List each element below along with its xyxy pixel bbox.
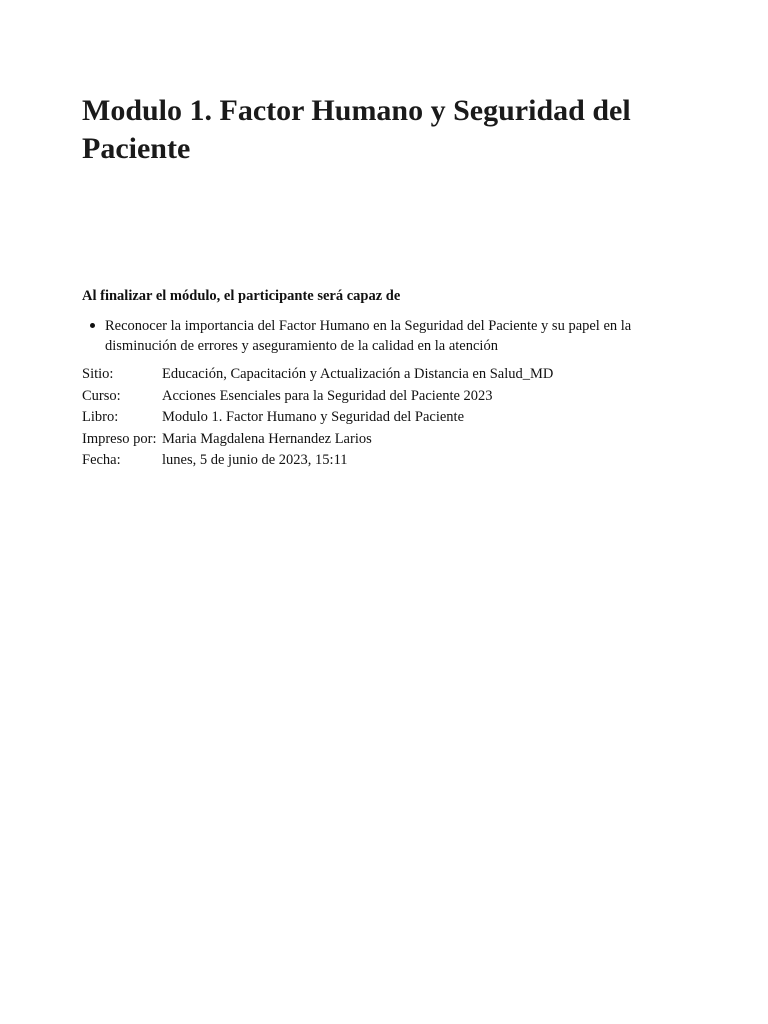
table-row [82,407,553,429]
printed-by-value: Maria Magdalena Hernandez Larios [162,430,372,447]
bullet-icon [90,323,95,328]
table-row [82,450,553,472]
course-value: Acciones Esenciales para la Seguridad del Paciente 2023 [162,387,493,404]
table-row [82,386,553,408]
objectives-intro: Al finalizar el módulo, el participante será capaz de [82,288,401,304]
book-label: Libro: [82,409,119,426]
objectives-list [82,316,685,356]
printed-by-label: Impreso por: [82,430,157,447]
book-value: Modulo 1. Factor Humano y Seguridad del Paciente [162,409,465,426]
objective-text: Reconocer la importancia del Factor Humano en la Seguridad del Paciente y su papel en la disminución de errores y aseguramiento de la calidad en la atención [105,318,632,354]
course-label: Curso: [82,387,121,404]
site-label: Sitio: [82,366,114,382]
list-item [105,316,685,356]
site-value: Educación, Capacitación y Actualización a Distancia en Salud_MD [162,366,554,382]
page-title: Modulo 1. Factor Humano y Seguridad del Paciente [82,94,631,165]
table-row [82,364,553,386]
table-row [82,429,553,451]
date-label: Fecha: [82,452,121,469]
print-info-table [82,364,553,472]
date-value: lunes, 5 de junio de 2023, 15:11 [162,452,348,469]
